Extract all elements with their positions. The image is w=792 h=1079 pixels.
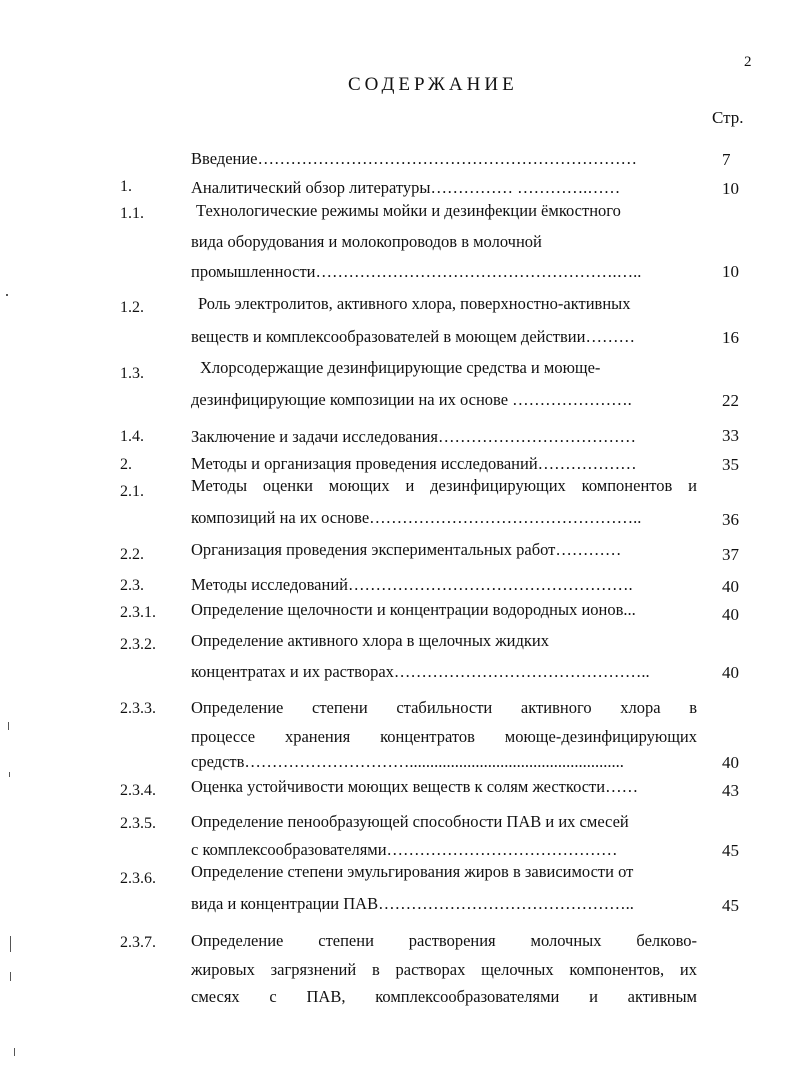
toc-entry-page: 35 xyxy=(722,455,739,474)
toc-entry-text: процессе хранения концентратов моюще-дезинфицирующих xyxy=(191,727,697,746)
toc-entry-page: 45 xyxy=(722,896,739,915)
toc-entry-number: 2.3.4. xyxy=(120,782,156,799)
toc-entry-page: 40 xyxy=(722,605,739,624)
toc-entry-text: дезинфицирующие композиции на их основе …………………. xyxy=(191,390,632,409)
toc-entry-text: Определение степени растворения молочных белково- xyxy=(191,931,697,950)
toc-entry-number: 1.4. xyxy=(120,428,144,445)
toc-entry-text: концентратах и их растворах……………………………………….. xyxy=(191,662,650,681)
toc-entry-number: 2.3.6. xyxy=(120,870,156,887)
scan-speck xyxy=(10,972,11,981)
toc-entry-number: 2.3.2. xyxy=(120,636,156,653)
toc-entry-text: Роль электролитов, активного хлора, поверхностно-активных xyxy=(198,294,631,313)
toc-entry-text: Определение активного хлора в щелочных жидких xyxy=(191,631,549,650)
scan-speck xyxy=(10,936,11,952)
toc-entry-page: 7 xyxy=(722,150,731,169)
toc-entry-text: Определение степени эмульгирования жиров в зависимости от xyxy=(191,862,634,881)
toc-entry-number: 2.3.1. xyxy=(120,604,156,621)
toc-entry-text: Определение щелочности и концентрации водородных ионов... xyxy=(191,600,636,619)
page-number: 2 xyxy=(744,54,752,70)
toc-entry-page: 22 xyxy=(722,391,739,410)
toc-entry-page: 10 xyxy=(722,262,739,281)
toc-entry-text: Оценка устойчивости моющих веществ к солям жесткости…… xyxy=(191,777,639,796)
toc-entry-page: 40 xyxy=(722,577,739,596)
page-column-label: Стр. xyxy=(712,108,744,127)
toc-entry-text: Методы оценки моющих и дезинфицирующих компонентов и xyxy=(191,476,697,495)
toc-entry-text: Введение…………………………………………………………… xyxy=(191,149,638,168)
toc-entry-text: Заключение и задачи исследования……………………………… xyxy=(191,427,636,446)
toc-entry-text: Определение степени стабильности активного хлора в xyxy=(191,698,697,717)
toc-entry-text: вида оборудования и молокопроводов в молочной xyxy=(191,232,542,251)
toc-entry-text: веществ и комплексообразователей в моющем действии……… xyxy=(191,327,635,346)
toc-entry-text: с комплексообразователями…………………………………… xyxy=(191,840,618,859)
page-title: СОДЕРЖАНИЕ xyxy=(348,74,518,95)
toc-entry-number: 1. xyxy=(120,178,132,195)
toc-entry-number: 2.3. xyxy=(120,577,144,594)
toc-entry-text: жировых загрязнений в растворах щелочных компонентов, их xyxy=(191,960,697,979)
scan-speck xyxy=(6,294,8,296)
toc-entry-number: 2.3.7. xyxy=(120,934,156,951)
toc-entry-number: 2.3.5. xyxy=(120,815,156,832)
toc-entry-page: 10 xyxy=(722,179,739,198)
toc-entry-text: Методы и организация проведения исследований……………… xyxy=(191,454,637,473)
toc-entry-page: 33 xyxy=(722,426,739,445)
toc-entry-number: 2.2. xyxy=(120,546,144,563)
toc-entry-text: вида и концентрации ПАВ……………………………………….. xyxy=(191,894,634,913)
toc-entry-text: промышленности……………………………………………….….. xyxy=(191,262,642,281)
toc-entry-number: 2. xyxy=(120,456,132,473)
toc-entry-page: 40 xyxy=(722,663,739,682)
toc-entry-text: композиций на их основе………………………………………….. xyxy=(191,508,642,527)
toc-entry-text: смесях с ПАВ, комплексообразователями и активным xyxy=(191,987,697,1006)
toc-entry-page: 45 xyxy=(722,841,739,860)
toc-entry-page: 40 xyxy=(722,753,739,772)
toc-entry-page: 37 xyxy=(722,545,739,564)
toc-entry-text: Определение пенообразующей способности ПАВ и их смесей xyxy=(191,812,629,831)
toc-entry-text: Организация проведения экспериментальных работ………… xyxy=(191,540,622,559)
toc-entry-number: 1.1. xyxy=(120,205,144,222)
scan-speck xyxy=(9,772,10,777)
toc-entry-number: 2.3.3. xyxy=(120,700,156,717)
toc-entry-text: средств………………………….................................................... xyxy=(191,752,624,771)
toc-entry-number: 1.2. xyxy=(120,299,144,316)
toc-entry-text: Аналитический обзор литературы…………… ………….…… xyxy=(191,178,621,197)
toc-entry-page: 16 xyxy=(722,328,739,347)
toc-entry-number: 2.1. xyxy=(120,483,144,500)
toc-entry-number: 1.3. xyxy=(120,365,144,382)
toc-entry-text: Методы исследований……………………………………………. xyxy=(191,575,633,594)
toc-entry-text: Хлорсодержащие дезинфицирующие средства и моюще- xyxy=(200,358,601,377)
toc-entry-page: 36 xyxy=(722,510,739,529)
toc-entry-page: 43 xyxy=(722,781,739,800)
scan-speck xyxy=(8,722,9,730)
scan-speck xyxy=(14,1048,15,1056)
toc-entry-text: Технологические режимы мойки и дезинфекции ёмкостного xyxy=(196,201,621,220)
